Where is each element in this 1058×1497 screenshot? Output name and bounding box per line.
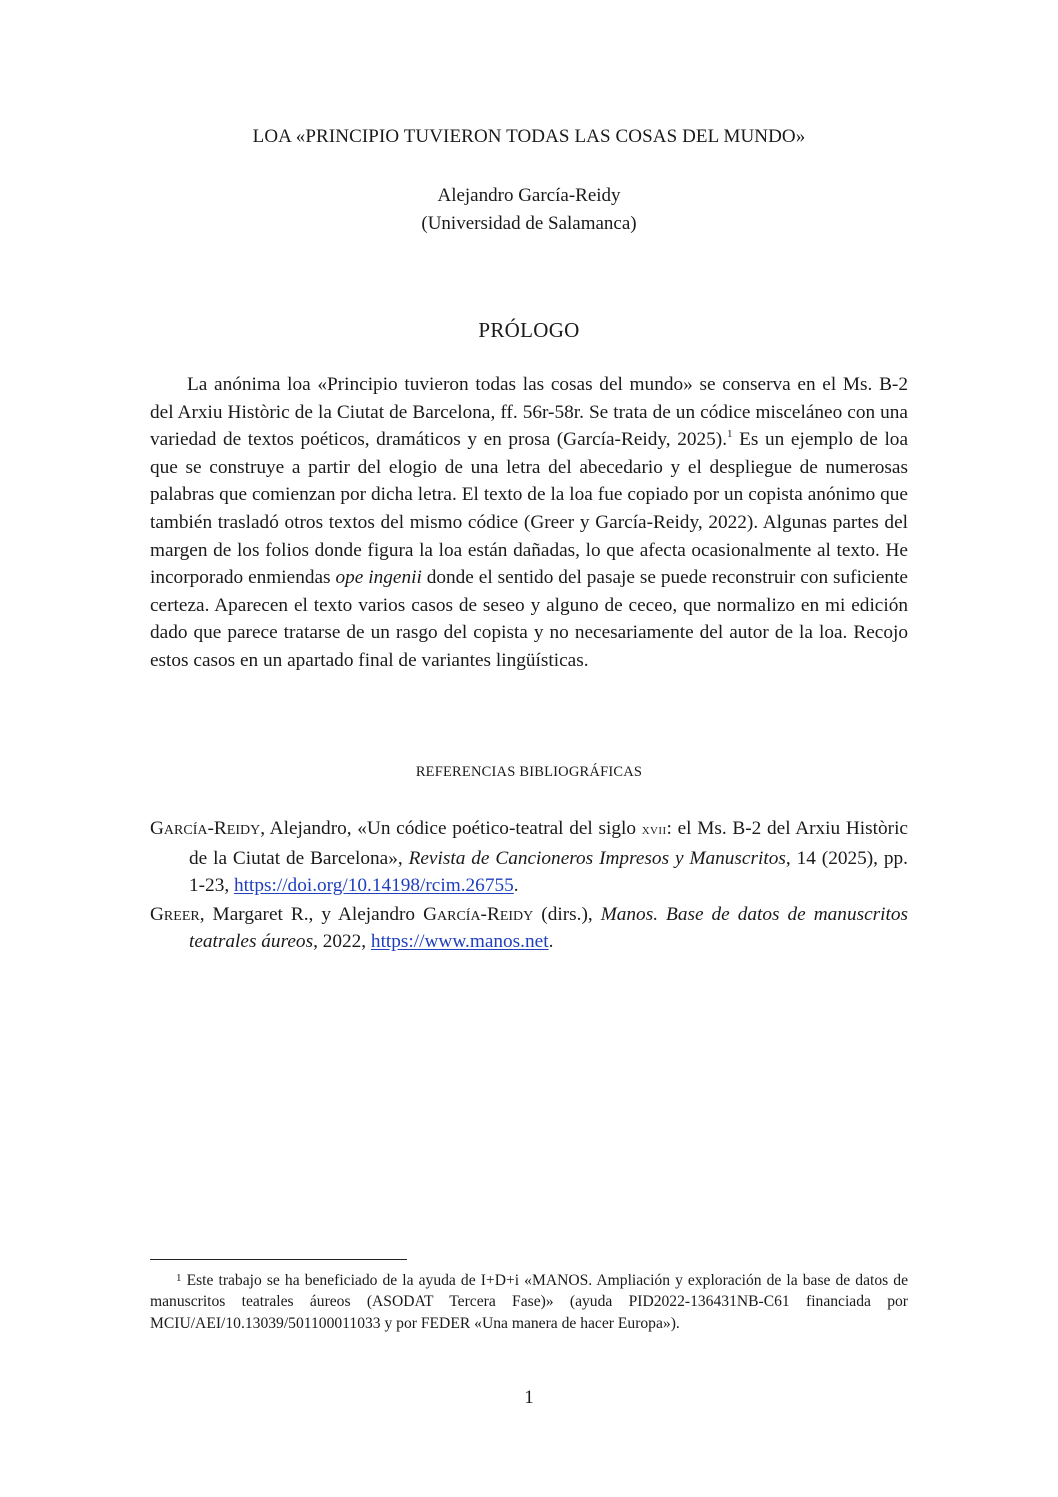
footnote-separator [150,1259,407,1260]
prologue-text-part-1: La anónima loa «Principio tuvieron todas las cosas del mundo» se conserva en el Ms. B-2 del Arxiu Històric de la Ciutat de Barcelona, ff. 56r-58r. Se trata de un códice misceláneo con una variedad de textos poéticos, dramáticos y en prosa (García-Reidy, 2025). [150,374,908,451]
prologue-text-part-3: donde el sentido del pasaje se puede reconstruir con suficiente certeza. Aparecen el texto varios casos de seseo y alguno de ceceo, que normalizo en mi edición dado que parece tratarse de un rasgo del copista y no necesariamente del autor de la loa. Recojo estos casos en un apartado final de variantes lingüísticas. [150,567,908,671]
author-affiliation: (Universidad de Salamanca) [421,213,637,234]
journal-title: Revista de Cancioneros Impresos y Manuscritos [408,847,786,869]
prologue-italic-phrase: ope ingenii [335,567,422,589]
reference-entry: Greer, Margaret R., y Alejandro García-Reidy (dirs.), Manos. Base de datos de manuscritos teatrales áureos, 2022, https://www.manos.net. [150,903,909,953]
website-link[interactable]: https://www.manos.net [370,931,549,953]
author-name: Alejandro García-Reidy [437,185,621,206]
century-numeral: xvii [641,822,667,838]
footnote-mark: 1 [176,1272,182,1284]
footnote-text: Este trabajo se ha beneficiado de la ayuda de I+D+i «MANOS. Ampliación y exploración de la base de datos de manuscritos teatrales áureos (ASODAT Tercera Fase)» (ayuda PID2022-136431NB-C61 financiada por MCIU/AEI/10.13039/501100011033 y por FEDER «Una manera de hacer Europa»). [150,1272,908,1332]
reference-author: García-Reidy [150,818,261,839]
prologue-heading: PRÓLOGO [478,318,580,342]
references-list [150,815,908,957]
prologue-paragraph [150,371,908,675]
footnote [150,1270,908,1334]
database-title: Manos. Base de datos de manuscritos teatrales áureos [189,903,909,953]
author-block [150,182,908,238]
doi-link[interactable]: https://doi.org/10.14198/rcim.26755 [233,875,514,897]
reference-author: Greer [150,903,200,925]
reference-entry: García-Reidy, Alejandro, «Un códice poético-teatral del siglo xvii: el Ms. B-2 del Arxiu Històric de la Ciutat de Barcelona», Revista de Cancioneros Impresos y Manuscritos, 14 (2025), pp. 1-23, https://doi.org/10.14198/rcim.26755. [150,818,909,897]
reference-coauthor: García-Reidy [423,903,534,925]
footnote-reference[interactable]: 1 [727,428,733,441]
prologue-text-part-2: Es un ejemplo de loa que se construye a partir del elogio de una letra del abecedario y el despliegue de numerosas palabras que comienzan por dicha letra. El texto de la loa fue copiado por un copista anónimo que también trasladó otros textos del mismo códice (Greer y García-Reidy, 2022). Algunas partes del margen de los folios donde figura la loa están dañadas, lo que afecta ocasionalmente al texto. He incorporado enmiendas [150,429,908,589]
page-number: 1 [524,1387,534,1408]
article-title: LOA «PRINCIPIO TUVIERON TODAS LAS COSAS DEL MUNDO» [252,126,806,147]
references-heading: REFERENCIAS BIBLIOGRÁFICAS [415,764,643,780]
